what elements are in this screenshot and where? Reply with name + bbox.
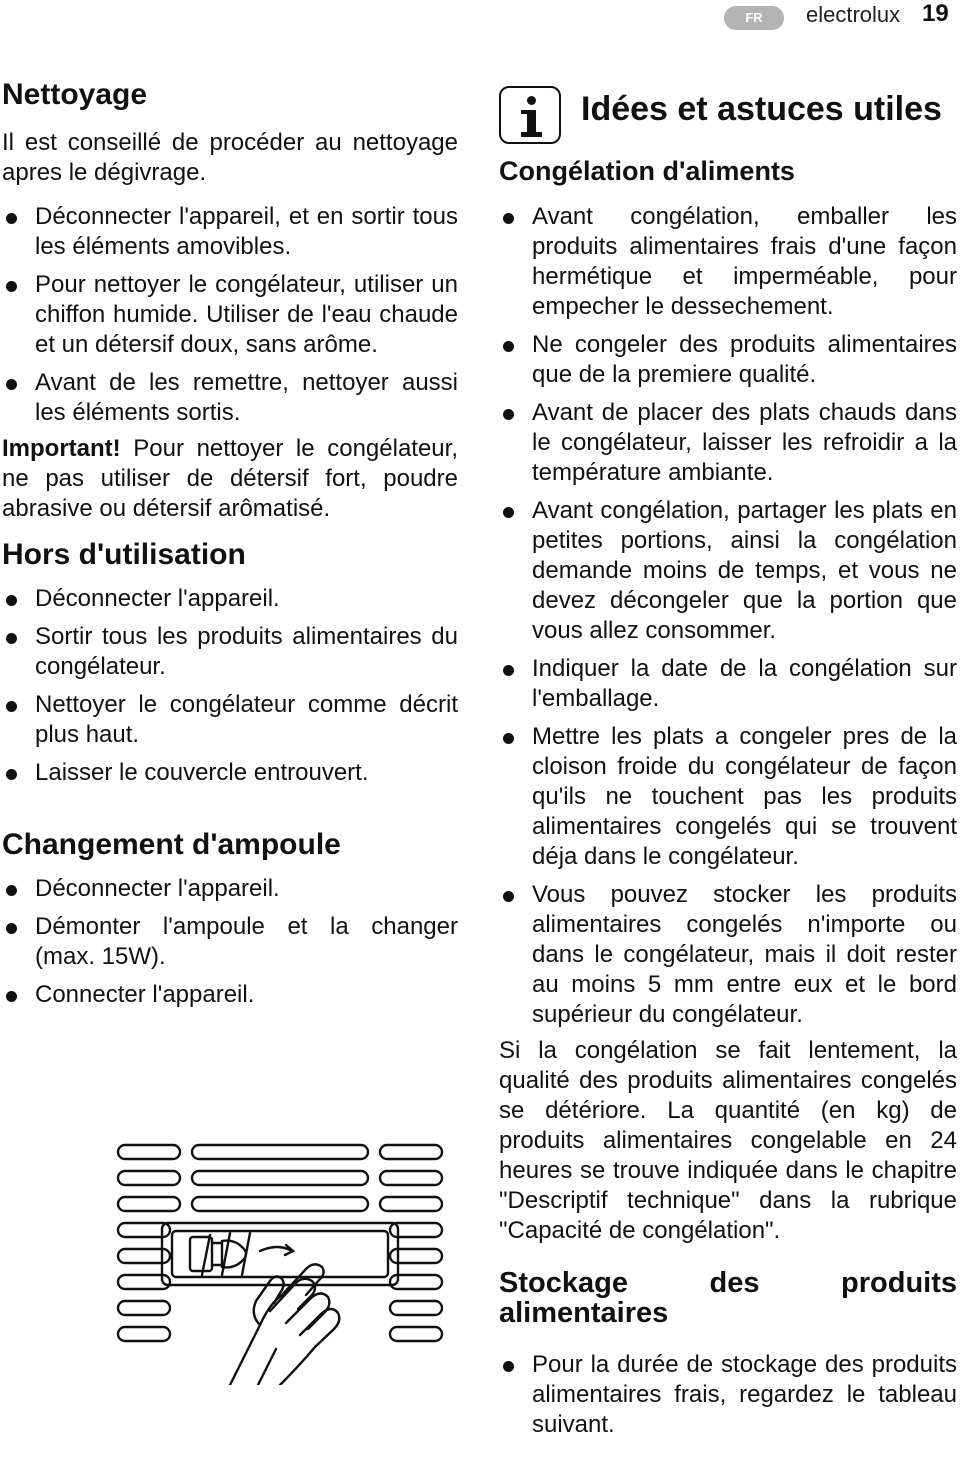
left-column bbox=[2, 78, 458, 1018]
list-item: Déconnecter l'appareil. bbox=[2, 584, 458, 614]
bulb-list bbox=[2, 874, 458, 1010]
cleaning-intro: Il est conseillé de procéder au nettoyage apres le dégivrage. bbox=[2, 129, 458, 186]
cleaning-list bbox=[2, 202, 458, 428]
brand-name: electrolux bbox=[806, 2, 901, 27]
list-item: Ne congeler des produits alimentaires que de la premiere qualité. bbox=[499, 330, 957, 390]
freezing-title: Congélation d'aliments bbox=[499, 156, 795, 186]
page-number: 19 bbox=[922, 0, 949, 27]
bulb-title: Changement d'ampoule bbox=[2, 828, 341, 861]
tips-title: Idées et astuces utiles bbox=[581, 90, 942, 128]
language-badge: FR bbox=[724, 6, 784, 30]
important-label: Important! bbox=[2, 435, 121, 462]
tips-header bbox=[499, 80, 957, 146]
list-item: Démonter l'ampoule et la changer (max. 15W). bbox=[2, 912, 458, 972]
list-item: Nettoyer le congélateur comme décrit plus haut. bbox=[2, 690, 458, 750]
out-of-use-title: Hors d'utilisation bbox=[2, 538, 246, 571]
storage-title: Stockage des produits alimentaires bbox=[499, 1267, 957, 1329]
info-icon bbox=[499, 86, 561, 144]
list-item: Avant de placer des plats chauds dans le congélateur, laisser les refroidir a la température ambiante. bbox=[499, 398, 957, 488]
list-item: Laisser le couvercle entrouvert. bbox=[2, 758, 458, 788]
cleaning-title: Nettoyage bbox=[2, 78, 148, 111]
page-header bbox=[0, 0, 960, 40]
list-item: Avant de les remettre, nettoyer aussi les éléments sortis. bbox=[2, 368, 458, 428]
important-note bbox=[2, 434, 458, 524]
list-item: Avant congélation, partager les plats en petites portions, ainsi la congélation demande moins de temps, et vous ne devez décongeler que la portion que vous allez consommer. bbox=[499, 496, 957, 646]
list-item: Déconnecter l'appareil, et en sortir tous les éléments amovibles. bbox=[2, 202, 458, 262]
out-of-use-list bbox=[2, 584, 458, 788]
list-item: Connecter l'appareil. bbox=[2, 980, 458, 1010]
list-item: Sortir tous les produits alimentaires du congélateur. bbox=[2, 622, 458, 682]
list-item: Mettre les plats a congeler pres de la cloison froide du congélateur de façon qu'ils ne touchent pas les produits alimentaires congelés qui se trouvent déja dans le congélateur. bbox=[499, 722, 957, 872]
list-item: Indiquer la date de la congélation sur l'emballage. bbox=[499, 654, 957, 714]
list-item: Pour nettoyer le congélateur, utiliser un chiffon humide. Utiliser de l'eau chaude et un détersif doux, sans arôme. bbox=[2, 270, 458, 360]
bulb-replacement-illustration bbox=[110, 1135, 450, 1385]
list-item: Vous pouvez stocker les produits alimentaires congelés n'importe ou dans le congélateur, mais il doit rester au moins 5 mm entre eux et le bord supérieur du congélateur. bbox=[499, 880, 957, 1030]
list-item: Déconnecter l'appareil. bbox=[2, 874, 458, 904]
freezing-list bbox=[499, 202, 957, 1030]
storage-list bbox=[499, 1350, 957, 1440]
list-item: Avant congélation, emballer les produits alimentaires frais d'une façon hermétique et imperméable, pour empecher le dessechement. bbox=[499, 202, 957, 322]
freezing-paragraph: Si la congélation se fait lentement, la qualité des produits alimentaires congelés se détériore. La quantité (en kg) de produits alimentaires congelable en 24 heures se trouve indiquée dans le chapitre "Descriptif technique" dans la rubrique "Capacité de congélation". bbox=[499, 1037, 957, 1244]
right-column bbox=[499, 80, 957, 1448]
list-item: Pour la durée de stockage des produits alimentaires frais, regardez le tableau suivant. bbox=[499, 1350, 957, 1440]
important-text: Pour nettoyer le congélateur, ne pas utiliser de détersif fort, poudre abrasive ou détersif arômatisé. bbox=[2, 435, 458, 522]
